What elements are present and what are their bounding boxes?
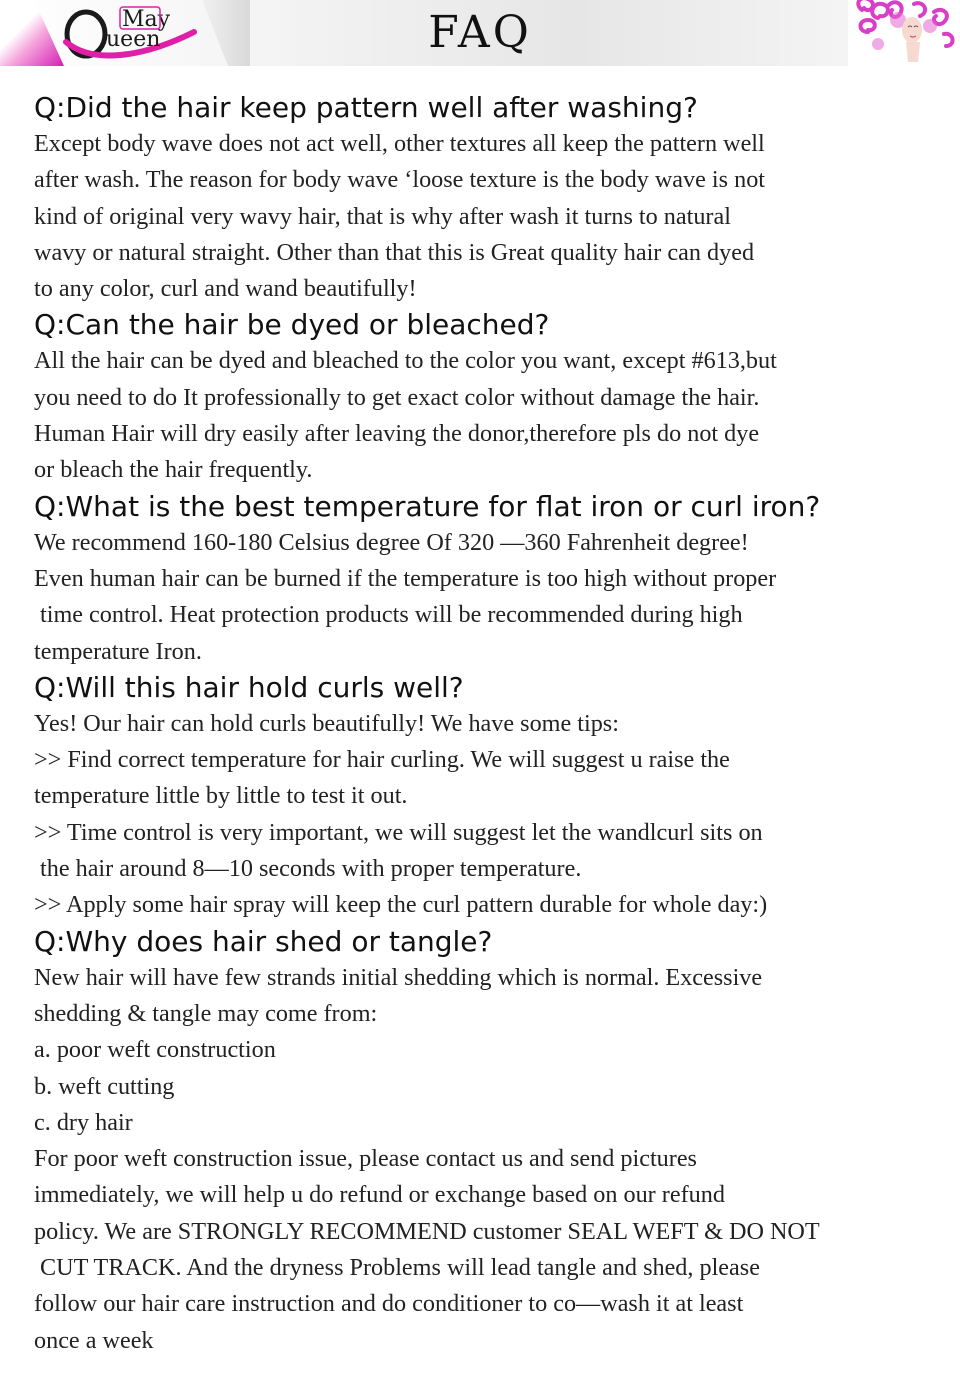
faq-answer-line: once a week [34,1326,154,1354]
faq-answer-line: temperature Iron. [34,637,202,665]
faq-list [34,90,944,1359]
faq-answer-line: follow our hair care instruction and do conditioner to co—wash it at least [34,1290,744,1318]
faq-answer-line: a. poor weft construction [34,1036,276,1064]
faq-answer-line: >> Find correct temperature for hair curling. We will suggest u raise the [34,746,730,774]
faq-answer-line: the hair around 8—10 seconds with proper temperature. [40,855,582,883]
faq-answer-line: Even human hair can be burned if the temperature is too high without proper [34,564,777,592]
faq-answer-line: to any color, curl and wand beautifully! [34,275,417,303]
faq-answer-line: Except body wave does not act well, other textures all keep the pattern well [34,130,765,157]
logo-word-queen: ueen [106,27,161,52]
faq-answer-line: >> Apply some hair spray will keep the curl pattern durable for whole day:) [34,891,768,919]
faq-answer-line: We recommend 160-180 Celsius degree Of 320 —360 Fahrenheit degree! [34,528,749,556]
faq-answer-line: policy. We are STRONGLY RECOMMEND customer SEAL WEFT & DO NOT [34,1217,820,1245]
curly-hair-woman-icon [848,0,960,66]
logo-word-may: May [122,7,171,32]
faq-answer-line: or bleach the hair frequently. [34,456,313,484]
page-title: FAQ [428,7,532,58]
faq-answer-line: Yes! Our hair can hold curls beautifully! We have some tips: [34,709,619,737]
faq-item [34,924,944,1359]
faq-item [34,489,944,670]
faq-answer-line: >> Time control is very important, we will suggest let the wandlcurl sits on [34,818,763,846]
faq-answer-line: kind of original very wavy hair, that is why after wash it turns to natural [34,202,731,230]
faq-answer-line: c. dry hair [34,1108,133,1136]
faq-question: Q:Will this hair hold curls well? [34,670,464,704]
faq-answer-line: For poor weft construction issue, please contact us and send pictures [34,1145,697,1173]
faq-answer-line: All the hair can be dyed and bleached to the color you want, except #613,but [34,347,777,375]
faq-answer-line: immediately, we will help u do refund or exchange based on our refund [34,1181,725,1209]
faq-answer-line: shedding & tangle may come from: [34,999,378,1027]
faq-answer-line: CUT TRACK. And the dryness Problems will lead tangle and shed, please [40,1254,760,1282]
faq-answer-line: Human Hair will dry easily after leaving the donor,therefore pls do not dye [34,420,760,448]
header-banner [0,0,960,66]
faq-answer-line: wavy or natural straight. Other than that this is Great quality hair can dyed [34,238,755,266]
faq-question: Q:What is the best temperature for flat iron or curl iron? [34,489,821,523]
faq-item [34,307,944,488]
faq-answer-line: you need to do It professionally to get exact color without damage the hair. [34,383,760,411]
faq-answer-line: temperature little by little to test it out. [34,782,408,810]
faq-question: Q:Did the hair keep pattern well after washing? [34,91,698,124]
faq-answer-line: time control. Heat protection products will be recommended during high [40,601,743,629]
faq-answer-line: b. weft cutting [34,1072,175,1100]
faq-question: Q:Why does hair shed or tangle? [34,924,493,958]
faq-item [34,670,944,924]
faq-item [34,90,944,307]
faq-answer-line: after wash. The reason for body wave ‘loose texture is the body wave is not [34,166,766,194]
faq-question: Q:Can the hair be dyed or bleached? [34,308,550,342]
faq-answer-line: New hair will have few strands initial shedding which is normal. Excessive [34,963,763,991]
